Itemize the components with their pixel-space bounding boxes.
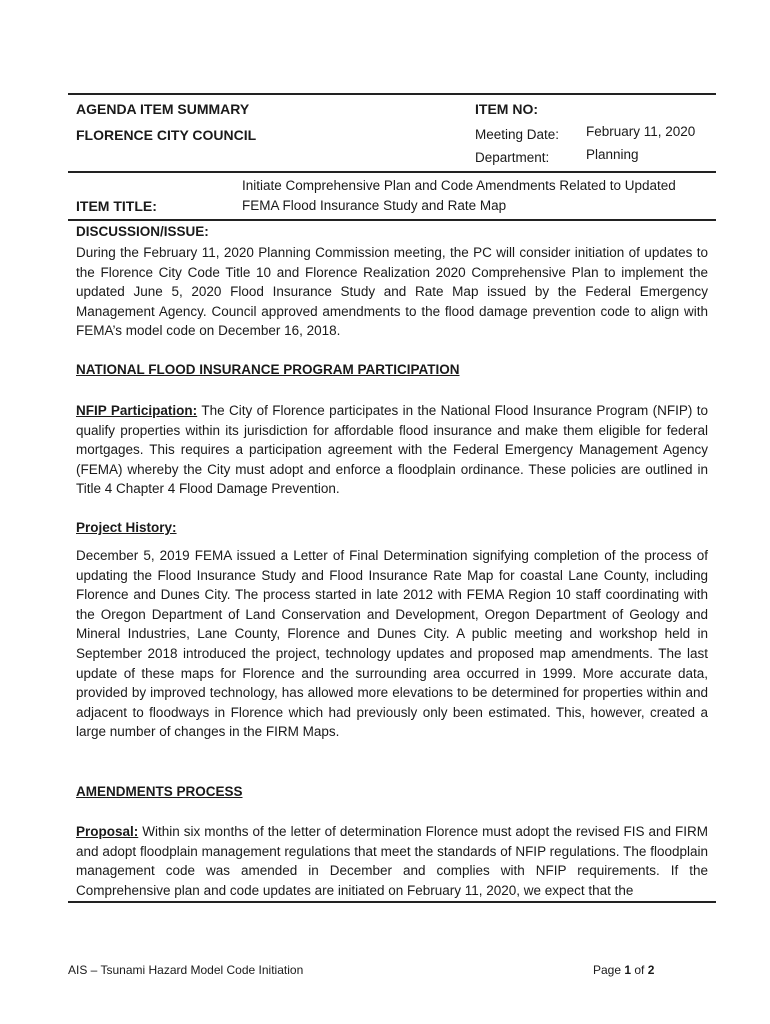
page-of: of	[631, 963, 648, 977]
item-title-line-1: Initiate Comprehensive Plan and Code Amendments Related to Updated	[242, 178, 676, 193]
title-divider	[68, 219, 716, 221]
footer-doc-title: AIS – Tsunami Hazard Model Code Initiation	[68, 963, 304, 977]
page-number	[593, 963, 654, 977]
department-value: Planning	[586, 147, 639, 162]
page-total: 2	[647, 963, 655, 977]
nfip-heading: NATIONAL FLOOD INSURANCE PROGRAM PARTICIPATION	[76, 362, 460, 377]
item-title-line-2: FEMA Flood Insurance Study and Rate Map	[242, 198, 507, 213]
top-rule	[68, 93, 716, 95]
discussion-paragraph: During the February 11, 2020 Planning Commission meeting, the PC will consider initiation of updates to the Florence City Code Title 10 and Florence Realization 2020 Comprehensive Plan to implement the updated June 5, 2020 Flood Insurance Study and Rate Map issued by the Federal Emergency Management Agency. Council approved amendments to the flood damage prevention code to align with FEMA’s model code on December 16, 2018.	[76, 245, 708, 339]
bottom-rule	[68, 901, 716, 903]
agenda-item-summary-label: AGENDA ITEM SUMMARY	[76, 101, 250, 117]
proposal-paragraph	[76, 822, 708, 900]
page-prefix: Page	[593, 963, 625, 977]
proposal-lead: Proposal:	[76, 824, 139, 839]
item-no-label: ITEM NO:	[475, 101, 538, 117]
amendments-heading: AMENDMENTS PROCESS	[76, 784, 243, 799]
project-history-paragraph: December 5, 2019 FEMA issued a Letter of Final Determination signifying completion of the process of updating the Flood Insurance Study and Flood Insurance Rate Map for coastal Lane County, including Florence and Dunes City. The process started in late 2012 with FEMA Region 10 staff coordinating with the Oregon Department of Land Conservation and Development, Oregon Department of Geology and Mineral Industries, Lane County, Florence and Dunes City. A public meeting and workshop held in September 2018 introduced the project, technology updates and proposed map amendments. The last update of these maps for Florence and the surrounding area occurred in 1999. More accurate data, provided by improved technology, has allowed more elevations to be determined for properties within and adjacent to floodways in Florence which had previously only been estimated. This, however, created a large number of changes in the FIRM Maps.	[76, 548, 708, 740]
proposal-text: Within six months of the letter of determination Florence must adopt the revised FIS and FIRM and adopt floodplain management regulations that meet the standards of NFIP regulations. The floodplain management code was amended in December and complies with NFIP requirements. If the Comprehensive plan and code updates are initiated on February 11, 2020, we expect that the	[76, 824, 708, 898]
nfip-paragraph	[76, 401, 708, 499]
item-title-label: ITEM TITLE:	[76, 198, 157, 214]
header-divider	[68, 171, 716, 173]
council-label: FLORENCE CITY COUNCIL	[76, 127, 257, 143]
nfip-text: The City of Florence participates in the National Flood Insurance Program (NFIP) to qualify properties within its jurisdiction for affordable flood insurance and make them eligible for federal mortgages. This requires a participation agreement with the Federal Emergency Management Agency (FEMA) whereby the City must adopt and enforce a floodplain ordinance. These policies are outlined in Title 4 Chapter 4 Flood Damage Prevention.	[76, 403, 708, 497]
nfip-lead: NFIP Participation:	[76, 403, 198, 418]
department-label: Department:	[475, 150, 550, 165]
meeting-date-value: February 11, 2020	[586, 124, 696, 139]
page-current: 1	[624, 963, 632, 977]
meeting-date-label: Meeting Date:	[475, 127, 560, 142]
discussion-heading: DISCUSSION/ISSUE:	[76, 224, 209, 239]
project-history-heading: Project History:	[76, 520, 177, 535]
